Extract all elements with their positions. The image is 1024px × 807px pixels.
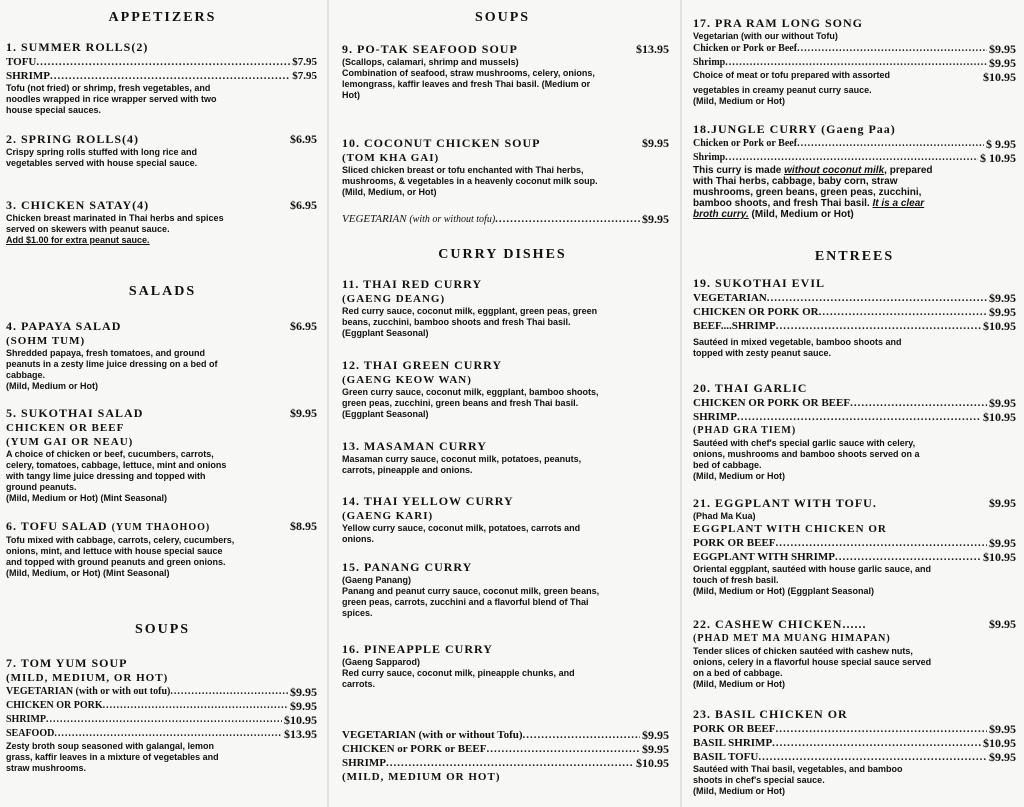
option-label: VEGETARIAN — [342, 213, 407, 225]
menu-item-papaya-salad — [6, 319, 317, 392]
price-line — [693, 410, 1016, 424]
price-line — [6, 685, 317, 699]
menu-item-summer-rolls — [6, 40, 317, 116]
option-price: $9.95 — [989, 396, 1016, 410]
item-description: Crispy spring rolls stuffed with long rice and vegetables served with house special sauce. — [6, 147, 198, 168]
option-price: $10.95 — [983, 70, 1016, 84]
desc-part: , prepared with Thai herbs, cabbage, baby corn, straw mushrooms, green beans, green peas, zucchini, bamboo shoots, and fresh Thai basil. — [693, 165, 933, 209]
option-price: $7.95 — [292, 56, 317, 68]
item-price: $13.95 — [636, 42, 669, 56]
price-line — [6, 713, 317, 727]
option-price: $10.95 — [636, 756, 669, 770]
item-description: Tofu (not fried) or shrimp, fresh vegetables, and noodles wrapped in rice wrapper served with two house special sauces. — [6, 83, 217, 115]
fold-line-1 — [327, 0, 329, 807]
spice-options: (Mild, Medium or Hot) — [693, 679, 785, 689]
item-title: 3. CHICKEN SATAY(4) — [6, 198, 150, 212]
item-subtitle: (PHAD GRA TIEM) — [693, 425, 797, 436]
item-title: 19. SUKOTHAI EVIL — [693, 276, 826, 290]
menu-item-chicken-satay — [6, 198, 317, 246]
option-label: PORK OR BEEF — [693, 537, 776, 549]
item-title: 1. SUMMER ROLLS(2) — [6, 40, 149, 54]
item-title: 2. SPRING ROLLS(4) — [6, 132, 140, 146]
option-price: $9.95 — [989, 536, 1016, 550]
option-price: $9.95 — [989, 750, 1016, 764]
entrees-heading: ENTREES — [814, 249, 895, 264]
option-label: SHRIMP — [6, 70, 50, 82]
option-price: $9.95 — [642, 742, 669, 756]
menu-column-middle — [330, 0, 675, 807]
option-label: EGGPLANT WITH CHICKEN OR — [693, 523, 887, 535]
desc-emphasis: It is a clear broth curry. — [693, 198, 925, 220]
option-price: $10.95 — [983, 319, 1016, 333]
menu-item-green-curry — [342, 358, 669, 420]
item-description: Oriental eggplant, sautéed with house garlic sauce, and touch of fresh basil. — [693, 564, 932, 585]
spice-options: (Mild, Medium or Hot) — [693, 786, 785, 796]
item-price: $9.95 — [290, 406, 317, 420]
menu-item-pineapple-curry — [342, 642, 669, 690]
item-title: 15. PANANG CURRY — [342, 560, 473, 574]
item-description: Choice of meat or tofu prepared with assorted — [693, 70, 891, 80]
option-price: $10.95 — [983, 550, 1016, 564]
item-title: 11. THAI RED CURRY — [342, 277, 483, 291]
menu-item-masaman-curry — [342, 439, 669, 476]
fold-line-2 — [680, 0, 682, 807]
menu-item-jungle-curry — [693, 122, 1016, 220]
item-subtitle: (Gaeng Panang) — [342, 575, 412, 585]
price-line — [6, 699, 317, 713]
item-subtitle: CHICKEN OR BEEF — [6, 422, 125, 434]
option-label: VEGETARIAN (with or with out tofu) — [6, 686, 171, 697]
desc-part: (Mild, Medium or Hot) — [748, 209, 854, 220]
menu-item-coconut-soup — [342, 136, 669, 227]
option-label: SHRIMP — [693, 411, 737, 423]
item-description: A choice of chicken or beef, cucumbers, carrots, celery, tomatoes, cabbage, lettuce, mint and onions with tangy lime juice dressing and topped with ground peanuts. — [6, 449, 227, 492]
item-subtitle: (GAENG KARI) — [342, 510, 434, 522]
price-line — [6, 69, 317, 83]
option-price: $9.95 — [290, 685, 317, 699]
item-description: Chicken breast marinated in Thai herbs and spices served on skewers with peanut sauce. — [6, 213, 224, 234]
curry-price-list — [342, 728, 669, 784]
menu-item-po-tak-soup — [342, 42, 669, 101]
item-title: 16. PINEAPPLE CURRY — [342, 642, 493, 656]
option-price: $9.95 — [642, 212, 669, 226]
option-label: VEGETARIAN (with or without Tofu) — [342, 729, 523, 741]
price-line — [693, 291, 1016, 305]
option-label: EGGPLANT WITH SHRIMP — [693, 551, 836, 563]
option-price: $9.95 — [989, 42, 1016, 56]
option-price: $10.95 — [983, 410, 1016, 424]
option-label: PORK OR BEEF — [693, 723, 776, 735]
price-line — [693, 550, 1016, 564]
price-line — [693, 151, 1016, 165]
menu-item-sukothai-salad — [6, 406, 317, 504]
option-label: BEEF....SHRIMP — [693, 320, 776, 332]
item-title: 23. BASIL CHICKEN OR — [693, 707, 848, 721]
item-description: Sautéed in mixed vegetable, bamboo shoots and topped with zesty peanut sauce. — [693, 337, 902, 358]
spice-options: (Mild, Medium, or Hot) (Mint Seasonal) — [6, 568, 170, 578]
item-title: 17. PRA RAM LONG SONG — [693, 16, 864, 30]
item-title — [6, 519, 210, 535]
item-subtitle: (PHAD MET MA MUANG HIMAPAN) — [693, 633, 891, 644]
price-line — [693, 305, 1016, 319]
option-label: CHICKEN OR PORK OR BEEF — [693, 397, 851, 409]
option-note: (with or without tofu) — [409, 214, 496, 225]
menu-item-tofu-salad — [6, 519, 317, 579]
spice-options: (Mild, Medium or Hot) (Mint Seasonal) — [6, 493, 167, 503]
option-price: $9.95 — [290, 699, 317, 713]
menu-item-pra-ram — [693, 16, 1016, 107]
item-description: Green curry sauce, coconut milk, eggplant, bamboo shoots, green peas, zucchini, green beans and fresh Thai basil. (Eggplant Seasonal) — [342, 387, 599, 419]
item-title-text: 6. TOFU SALAD — [6, 519, 108, 533]
item-price: $6.95 — [290, 198, 317, 212]
option-label: BASIL SHRIMP — [693, 737, 773, 749]
price-line — [693, 396, 1016, 410]
item-subtitle: (MILD, MEDIUM, OR HOT) — [6, 672, 169, 684]
item-price: $9.95 — [642, 136, 669, 150]
item-price: $9.95 — [989, 496, 1016, 510]
item-description: Red curry sauce, coconut milk, pineapple chunks, and carrots. — [342, 668, 575, 689]
soups-heading-left: SOUPS — [134, 622, 191, 637]
option-label: Chicken or Pork or Beef — [693, 43, 798, 54]
item-title-thai: (YUM THAOHOO) — [111, 522, 211, 533]
price-line — [6, 55, 317, 69]
option-price: $ 10.95 — [980, 151, 1016, 165]
item-description: Sautéed with Thai basil, vegetables, and bamboo shoots in chef's special sauce. — [693, 764, 903, 785]
item-description: Masaman curry sauce, coconut milk, potatoes, peanuts, carrots, pineapple and onions. — [342, 454, 582, 475]
price-line — [342, 742, 669, 756]
curry-heading: CURRY DISHES — [438, 247, 567, 262]
desc-emphasis: without coconut milk — [784, 165, 885, 176]
salads-heading: SALADS — [128, 284, 197, 299]
item-title: 10. COCONUT CHICKEN SOUP — [342, 136, 541, 150]
item-note: Add $1.00 for extra peanut sauce. — [6, 235, 150, 245]
item-title: 5. SUKOTHAI SALAD — [6, 406, 144, 420]
item-description — [693, 165, 933, 220]
item-title: 14. THAI YELLOW CURRY — [342, 494, 514, 508]
price-line — [693, 56, 1016, 70]
spice-options: (Mild, Medium or Hot) — [6, 381, 98, 391]
item-title: 13. MASAMAN CURRY — [342, 439, 487, 453]
menu-item-tom-yum — [6, 656, 317, 774]
item-price: $6.95 — [290, 319, 317, 333]
menu-item-cashew-chicken — [693, 617, 1016, 690]
item-description: vegetables in creamy peanut curry sauce. — [693, 85, 872, 95]
item-subtitle: (Gaeng Sapparod) — [342, 657, 421, 667]
soups-heading-middle: SOUPS — [474, 10, 531, 25]
item-price: $6.95 — [290, 132, 317, 146]
item-title: 7. TOM YUM SOUP — [6, 656, 128, 670]
option-label: VEGETARIAN — [693, 292, 767, 304]
item-title: 21. EGGPLANT WITH TOFU. — [693, 496, 877, 510]
option-price: $9.95 — [989, 56, 1016, 70]
spice-options: (Mild, Medium or Hot) — [693, 96, 785, 106]
option-price: $10.95 — [284, 713, 317, 727]
desc-part: This curry is made — [693, 165, 785, 176]
spice-options: (MILD, MEDIUM OR HOT) — [342, 771, 501, 783]
option-label: SEAFOOD — [6, 728, 55, 739]
price-line — [693, 319, 1016, 333]
spice-options: (Mild, Medium or Hot) (Eggplant Seasonal) — [693, 586, 874, 596]
option-label: BASIL TOFU — [693, 751, 759, 763]
item-subtitle: (TOM KHA GAI) — [342, 152, 440, 164]
menu-item-eggplant — [693, 496, 1016, 597]
price-line — [342, 756, 669, 770]
item-description: Sautéed with chef's special garlic sauce with celery, onions, mushrooms and bamboo shoots served on a bed of cabbage. — [693, 438, 920, 470]
item-description: Red curry sauce, coconut milk, eggplant, green peas, green beans, zucchini, bamboo shoots and fresh Thai basil. (Eggplant Seasonal) — [342, 306, 598, 338]
item-description: Combination of seafood, straw mushrooms, celery, onions, lemongrass, kaffir leaves and fresh Thai basil. (Medium or Hot) — [342, 68, 595, 100]
option-price: $9.95 — [989, 722, 1016, 736]
option-label: TOFU — [6, 56, 37, 68]
item-subtitle: (Phad Ma Kua) — [693, 511, 756, 521]
price-line — [693, 750, 1016, 764]
item-description: Zesty broth soup seasoned with galangal, lemon grass, kaffir leaves in a mixture of vegetables and straw mushrooms. — [6, 741, 219, 773]
menu-item-thai-garlic — [693, 381, 1016, 482]
price-line — [693, 536, 1016, 550]
item-title: 4. PAPAYA SALAD — [6, 319, 122, 333]
menu-column-right — [685, 0, 1024, 807]
item-subtitle: (GAENG DEANG) — [342, 293, 446, 305]
spice-options: (Mild, Medium or Hot) — [693, 471, 785, 481]
item-description: Tofu mixed with cabbage, carrots, celery, cucumbers, onions, mint, and lettuce with house special sauce and topped with ground peanuts and green onions. — [6, 535, 235, 567]
option-price: $9.95 — [989, 305, 1016, 319]
option-label: Shrimp — [693, 57, 726, 68]
item-subtitle: (GAENG KEOW WAN) — [342, 374, 472, 386]
option-label: SHRIMP — [342, 757, 386, 769]
item-price: $9.95 — [989, 617, 1016, 631]
item-description: Tender slices of chicken sautéed with cashew nuts, onions, celery in a flavorful house special sauce served on a bed of cabbage. — [693, 646, 932, 678]
menu-item-spring-rolls — [6, 132, 317, 169]
menu-item-panang-curry — [342, 560, 669, 619]
option-price: $9.95 — [642, 728, 669, 742]
item-subtitle: (YUM GAI OR NEAU) — [6, 436, 134, 448]
menu-item-yellow-curry — [342, 494, 669, 545]
option-price: $10.95 — [983, 736, 1016, 750]
item-description: Yellow curry sauce, coconut milk, potatoes, carrots and onions. — [342, 523, 581, 544]
price-line — [342, 728, 669, 742]
item-price: $8.95 — [290, 519, 317, 533]
price-line — [693, 137, 1016, 151]
item-title: 18.JUNGLE CURRY (Gaeng Paa) — [693, 122, 896, 136]
item-title: 22. CASHEW CHICKEN...... — [693, 617, 867, 631]
option-label: CHICKEN or PORK or BEEF — [342, 743, 487, 755]
item-title: 20. THAI GARLIC — [693, 381, 808, 395]
price-line — [693, 42, 1016, 56]
item-subtitle: (Scallops, calamari, shrimp and mussels) — [342, 57, 519, 67]
option-label: Vegetarian (with our without Tofu) — [693, 31, 838, 41]
option-label: SHRIMP — [6, 714, 46, 725]
price-line — [693, 722, 1016, 736]
option-label: Shrimp — [693, 152, 726, 163]
item-title: 9. PO-TAK SEAFOOD SOUP — [342, 42, 518, 56]
option-label: CHICKEN OR PORK — [6, 700, 103, 711]
menu-item-basil — [693, 707, 1016, 797]
price-line — [342, 212, 669, 227]
option-price: $9.95 — [989, 291, 1016, 305]
item-description: Shredded papaya, fresh tomatoes, and ground peanuts in a zesty lime juice dressing on a bed of cabbage. — [6, 348, 218, 380]
option-price: $ 9.95 — [986, 137, 1016, 151]
item-subtitle: (SOHM TUM) — [6, 335, 86, 347]
price-line — [693, 736, 1016, 750]
menu-column-left — [0, 0, 325, 807]
menu-item-sukothai-evil — [693, 276, 1016, 359]
item-description: Sliced chicken breast or tofu enchanted with Thai herbs, mushrooms, & vegetables in a heavenly coconut milk soup. (Mild, Medium, or Hot) — [342, 165, 598, 197]
option-label: CHICKEN OR PORK OR — [693, 306, 819, 318]
item-description: Panang and peanut curry sauce, coconut milk, green beans, green peas, carrots, zucchini and a flavorful blend of Thai spices. — [342, 586, 600, 618]
option-price: $13.95 — [284, 727, 317, 741]
option-price: $7.95 — [292, 70, 317, 82]
appetizers-heading: APPETIZERS — [108, 10, 217, 25]
item-title: 12. THAI GREEN CURRY — [342, 358, 503, 372]
option-label: Chicken or Pork or Beef — [693, 138, 798, 149]
price-line — [6, 727, 317, 741]
menu-item-red-curry — [342, 277, 669, 339]
